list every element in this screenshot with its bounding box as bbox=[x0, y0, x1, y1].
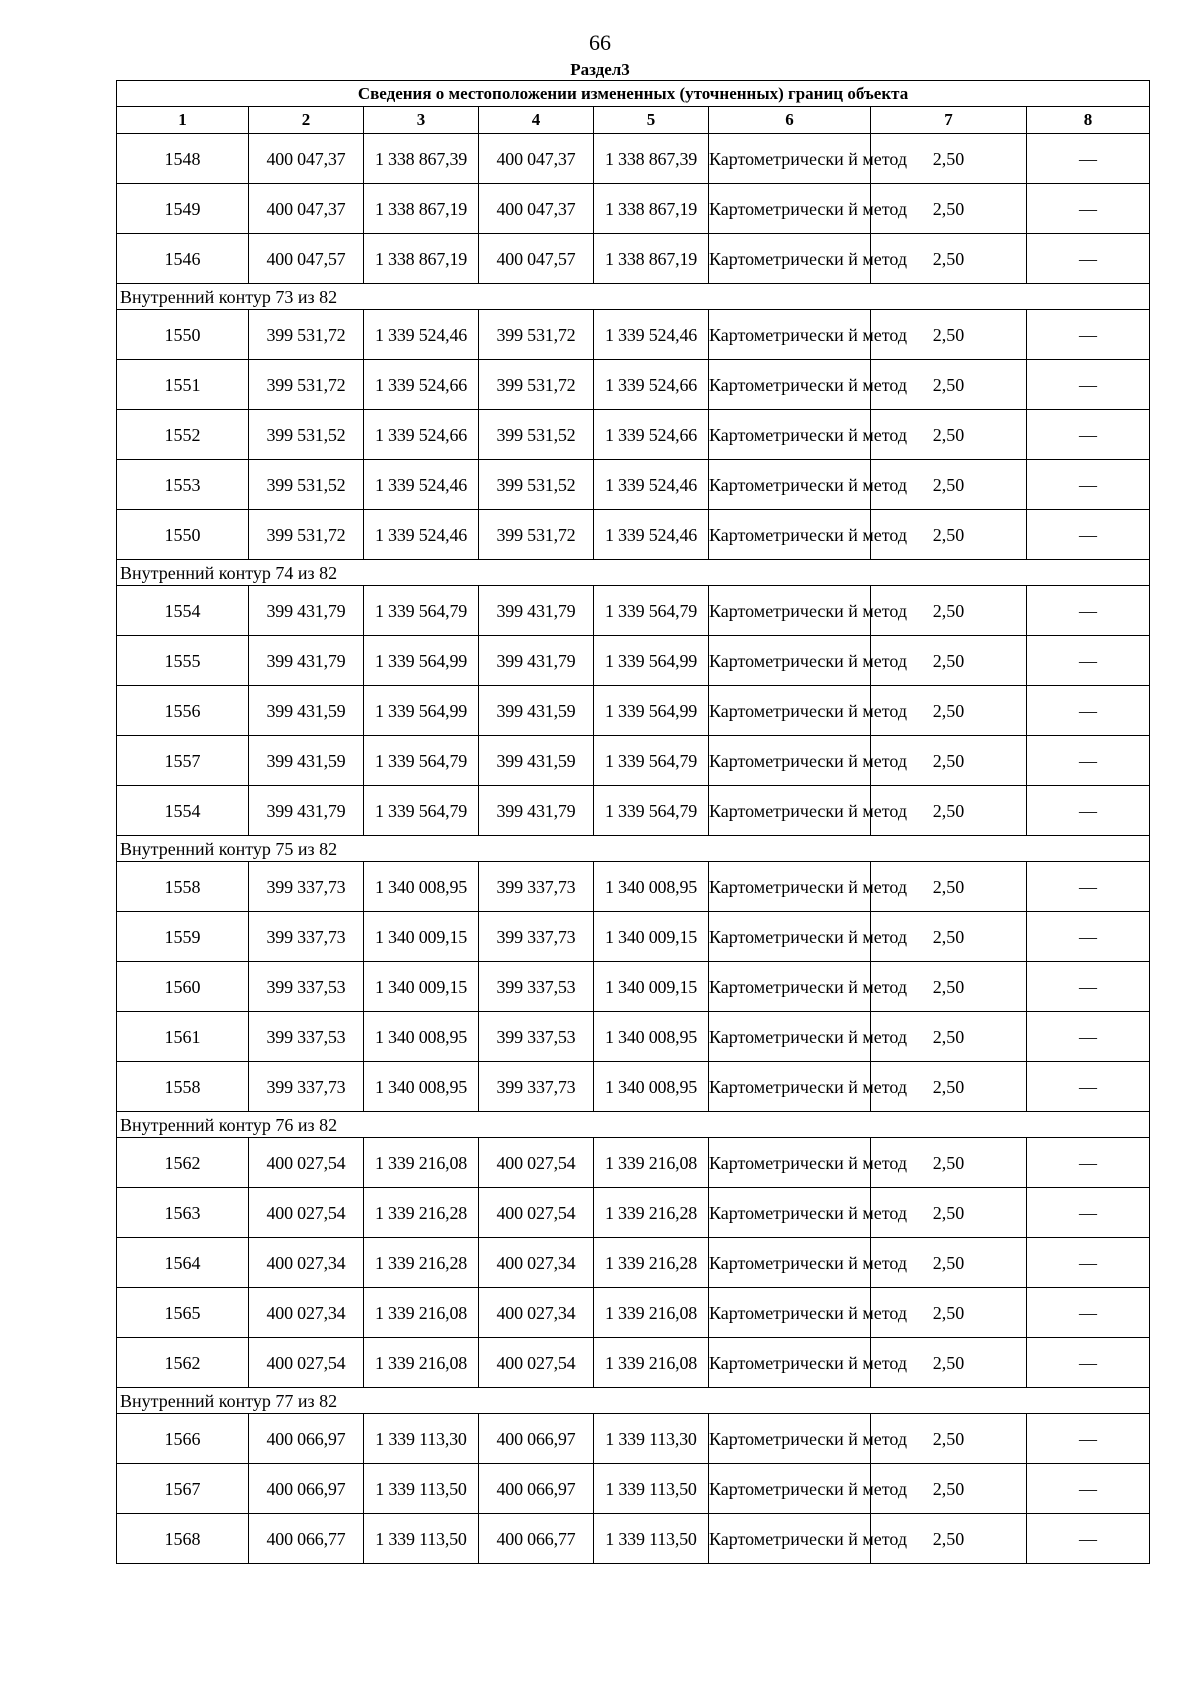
point-number-cell: 1550 bbox=[117, 510, 249, 560]
table-row bbox=[117, 460, 1150, 510]
column-number-row bbox=[117, 107, 1150, 134]
accuracy-cell: 2,50 bbox=[871, 862, 1027, 912]
y-old-cell: 1 340 009,15 bbox=[364, 912, 479, 962]
y-old-cell: 1 339 216,08 bbox=[364, 1138, 479, 1188]
accuracy-cell: 2,50 bbox=[871, 1514, 1027, 1564]
accuracy-cell: 2,50 bbox=[871, 686, 1027, 736]
x-new-cell: 400 047,37 bbox=[479, 184, 594, 234]
method-cell: Картометрически й метод bbox=[709, 460, 871, 510]
contour-label: Внутренний контур 73 из 82 bbox=[117, 284, 1150, 310]
description-cell: — bbox=[1027, 686, 1150, 736]
y-new-cell: 1 339 216,28 bbox=[594, 1238, 709, 1288]
contour-label: Внутренний контур 74 из 82 bbox=[117, 560, 1150, 586]
x-old-cell: 399 337,73 bbox=[249, 862, 364, 912]
x-new-cell: 400 047,57 bbox=[479, 234, 594, 284]
column-number: 5 bbox=[594, 107, 709, 134]
description-cell: — bbox=[1027, 1414, 1150, 1464]
x-new-cell: 400 027,54 bbox=[479, 1138, 594, 1188]
point-number-cell: 1558 bbox=[117, 1062, 249, 1112]
y-new-cell: 1 338 867,19 bbox=[594, 184, 709, 234]
y-new-cell: 1 339 564,79 bbox=[594, 736, 709, 786]
x-new-cell: 399 337,73 bbox=[479, 1062, 594, 1112]
contour-label: Внутренний контур 76 из 82 bbox=[117, 1112, 1150, 1138]
y-new-cell: 1 339 524,46 bbox=[594, 460, 709, 510]
point-number-cell: 1546 bbox=[117, 234, 249, 284]
method-cell: Картометрически й метод bbox=[709, 636, 871, 686]
y-old-cell: 1 339 524,46 bbox=[364, 460, 479, 510]
contour-label: Внутренний контур 77 из 82 bbox=[117, 1388, 1150, 1414]
y-old-cell: 1 339 524,66 bbox=[364, 360, 479, 410]
description-cell: — bbox=[1027, 1338, 1150, 1388]
method-cell: Картометрически й метод bbox=[709, 360, 871, 410]
accuracy-cell: 2,50 bbox=[871, 510, 1027, 560]
x-old-cell: 399 431,79 bbox=[249, 586, 364, 636]
table-row bbox=[117, 510, 1150, 560]
column-number: 6 bbox=[709, 107, 871, 134]
description-cell: — bbox=[1027, 1012, 1150, 1062]
x-old-cell: 399 431,79 bbox=[249, 786, 364, 836]
description-cell: — bbox=[1027, 1514, 1150, 1564]
point-number-cell: 1553 bbox=[117, 460, 249, 510]
table-row bbox=[117, 1464, 1150, 1514]
y-new-cell: 1 339 524,46 bbox=[594, 510, 709, 560]
accuracy-cell: 2,50 bbox=[871, 360, 1027, 410]
description-cell: — bbox=[1027, 1062, 1150, 1112]
accuracy-cell: 2,50 bbox=[871, 1138, 1027, 1188]
accuracy-cell: 2,50 bbox=[871, 962, 1027, 1012]
y-new-cell: 1 339 564,99 bbox=[594, 686, 709, 736]
point-number-cell: 1548 bbox=[117, 134, 249, 184]
x-old-cell: 400 027,54 bbox=[249, 1188, 364, 1238]
method-cell: Картометрически й метод bbox=[709, 736, 871, 786]
point-number-cell: 1558 bbox=[117, 862, 249, 912]
x-new-cell: 399 431,79 bbox=[479, 586, 594, 636]
point-number-cell: 1552 bbox=[117, 410, 249, 460]
point-number-cell: 1556 bbox=[117, 686, 249, 736]
description-cell: — bbox=[1027, 862, 1150, 912]
y-new-cell: 1 340 009,15 bbox=[594, 962, 709, 1012]
x-old-cell: 399 531,72 bbox=[249, 360, 364, 410]
x-new-cell: 399 531,72 bbox=[479, 360, 594, 410]
x-old-cell: 399 431,59 bbox=[249, 686, 364, 736]
x-old-cell: 399 531,72 bbox=[249, 510, 364, 560]
x-old-cell: 400 066,97 bbox=[249, 1414, 364, 1464]
y-new-cell: 1 340 009,15 bbox=[594, 912, 709, 962]
y-old-cell: 1 339 113,50 bbox=[364, 1464, 479, 1514]
table-row bbox=[117, 360, 1150, 410]
x-old-cell: 399 337,53 bbox=[249, 1012, 364, 1062]
table-row bbox=[117, 686, 1150, 736]
table-row bbox=[117, 234, 1150, 284]
accuracy-cell: 2,50 bbox=[871, 1238, 1027, 1288]
x-new-cell: 399 531,72 bbox=[479, 510, 594, 560]
y-new-cell: 1 339 113,30 bbox=[594, 1414, 709, 1464]
contour-header-row bbox=[117, 1112, 1150, 1138]
x-new-cell: 399 337,53 bbox=[479, 1012, 594, 1062]
x-new-cell: 399 431,79 bbox=[479, 786, 594, 836]
y-old-cell: 1 339 564,79 bbox=[364, 786, 479, 836]
method-cell: Картометрически й метод bbox=[709, 234, 871, 284]
method-cell: Картометрически й метод bbox=[709, 1464, 871, 1514]
description-cell: — bbox=[1027, 460, 1150, 510]
y-new-cell: 1 339 216,08 bbox=[594, 1338, 709, 1388]
point-number-cell: 1567 bbox=[117, 1464, 249, 1514]
x-new-cell: 400 027,34 bbox=[479, 1238, 594, 1288]
contour-header-row bbox=[117, 560, 1150, 586]
description-cell: — bbox=[1027, 184, 1150, 234]
description-cell: — bbox=[1027, 234, 1150, 284]
method-cell: Картометрически й метод bbox=[709, 184, 871, 234]
column-number: 1 bbox=[117, 107, 249, 134]
point-number-cell: 1557 bbox=[117, 736, 249, 786]
point-number-cell: 1554 bbox=[117, 786, 249, 836]
accuracy-cell: 2,50 bbox=[871, 184, 1027, 234]
x-old-cell: 400 047,57 bbox=[249, 234, 364, 284]
x-old-cell: 400 027,54 bbox=[249, 1338, 364, 1388]
y-old-cell: 1 339 564,99 bbox=[364, 686, 479, 736]
y-old-cell: 1 340 009,15 bbox=[364, 962, 479, 1012]
point-number-cell: 1562 bbox=[117, 1338, 249, 1388]
accuracy-cell: 2,50 bbox=[871, 1414, 1027, 1464]
x-new-cell: 399 531,72 bbox=[479, 310, 594, 360]
x-new-cell: 399 337,53 bbox=[479, 962, 594, 1012]
description-cell: — bbox=[1027, 636, 1150, 686]
method-cell: Картометрически й метод bbox=[709, 862, 871, 912]
description-cell: — bbox=[1027, 360, 1150, 410]
method-cell: Картометрически й метод bbox=[709, 410, 871, 460]
method-cell: Картометрически й метод bbox=[709, 1514, 871, 1564]
x-old-cell: 399 337,73 bbox=[249, 1062, 364, 1112]
boundary-table bbox=[116, 80, 1150, 1564]
x-old-cell: 400 066,97 bbox=[249, 1464, 364, 1514]
y-new-cell: 1 339 524,66 bbox=[594, 410, 709, 460]
description-cell: — bbox=[1027, 1464, 1150, 1514]
x-old-cell: 400 027,34 bbox=[249, 1288, 364, 1338]
table-row bbox=[117, 912, 1150, 962]
table-row bbox=[117, 184, 1150, 234]
table-row bbox=[117, 1514, 1150, 1564]
y-old-cell: 1 340 008,95 bbox=[364, 862, 479, 912]
x-new-cell: 400 066,77 bbox=[479, 1514, 594, 1564]
x-old-cell: 400 047,37 bbox=[249, 184, 364, 234]
x-new-cell: 400 066,97 bbox=[479, 1414, 594, 1464]
table-row bbox=[117, 1188, 1150, 1238]
x-old-cell: 399 431,79 bbox=[249, 636, 364, 686]
method-cell: Картометрически й метод bbox=[709, 586, 871, 636]
table-row bbox=[117, 410, 1150, 460]
table-row bbox=[117, 586, 1150, 636]
column-number: 8 bbox=[1027, 107, 1150, 134]
method-cell: Картометрически й метод bbox=[709, 310, 871, 360]
y-new-cell: 1 340 008,95 bbox=[594, 1062, 709, 1112]
x-new-cell: 399 431,59 bbox=[479, 736, 594, 786]
method-cell: Картометрически й метод bbox=[709, 1138, 871, 1188]
x-old-cell: 399 337,53 bbox=[249, 962, 364, 1012]
description-cell: — bbox=[1027, 1238, 1150, 1288]
accuracy-cell: 2,50 bbox=[871, 1338, 1027, 1388]
contour-header-row bbox=[117, 1388, 1150, 1414]
table-row bbox=[117, 862, 1150, 912]
x-old-cell: 399 531,52 bbox=[249, 410, 364, 460]
table-caption-row bbox=[117, 81, 1150, 107]
contour-header-row bbox=[117, 836, 1150, 862]
accuracy-cell: 2,50 bbox=[871, 1288, 1027, 1338]
y-new-cell: 1 340 008,95 bbox=[594, 1012, 709, 1062]
point-number-cell: 1568 bbox=[117, 1514, 249, 1564]
point-number-cell: 1566 bbox=[117, 1414, 249, 1464]
x-old-cell: 399 431,59 bbox=[249, 736, 364, 786]
table-row bbox=[117, 1338, 1150, 1388]
method-cell: Картометрически й метод bbox=[709, 1012, 871, 1062]
method-cell: Картометрически й метод bbox=[709, 962, 871, 1012]
page-number: 66 bbox=[589, 30, 611, 55]
x-new-cell: 399 431,79 bbox=[479, 636, 594, 686]
contour-label: Внутренний контур 75 из 82 bbox=[117, 836, 1150, 862]
accuracy-cell: 2,50 bbox=[871, 1464, 1027, 1514]
y-old-cell: 1 339 524,66 bbox=[364, 410, 479, 460]
y-new-cell: 1 338 867,19 bbox=[594, 234, 709, 284]
method-cell: Картометрически й метод bbox=[709, 1238, 871, 1288]
x-new-cell: 399 531,52 bbox=[479, 460, 594, 510]
accuracy-cell: 2,50 bbox=[871, 586, 1027, 636]
accuracy-cell: 2,50 bbox=[871, 134, 1027, 184]
y-old-cell: 1 340 008,95 bbox=[364, 1012, 479, 1062]
point-number-cell: 1560 bbox=[117, 962, 249, 1012]
y-new-cell: 1 339 524,66 bbox=[594, 360, 709, 410]
y-old-cell: 1 339 564,99 bbox=[364, 636, 479, 686]
method-cell: Картометрически й метод bbox=[709, 134, 871, 184]
column-number: 4 bbox=[479, 107, 594, 134]
y-new-cell: 1 339 216,08 bbox=[594, 1288, 709, 1338]
x-new-cell: 399 531,52 bbox=[479, 410, 594, 460]
point-number-cell: 1565 bbox=[117, 1288, 249, 1338]
y-old-cell: 1 339 564,79 bbox=[364, 586, 479, 636]
y-new-cell: 1 339 113,50 bbox=[594, 1464, 709, 1514]
description-cell: — bbox=[1027, 1188, 1150, 1238]
method-cell: Картометрически й метод bbox=[709, 1188, 871, 1238]
accuracy-cell: 2,50 bbox=[871, 636, 1027, 686]
method-cell: Картометрически й метод bbox=[709, 1338, 871, 1388]
x-new-cell: 399 431,59 bbox=[479, 686, 594, 736]
y-new-cell: 1 339 564,99 bbox=[594, 636, 709, 686]
accuracy-cell: 2,50 bbox=[871, 460, 1027, 510]
y-old-cell: 1 339 113,50 bbox=[364, 1514, 479, 1564]
description-cell: — bbox=[1027, 736, 1150, 786]
y-old-cell: 1 339 216,28 bbox=[364, 1238, 479, 1288]
description-cell: — bbox=[1027, 586, 1150, 636]
point-number-cell: 1564 bbox=[117, 1238, 249, 1288]
x-new-cell: 400 027,54 bbox=[479, 1338, 594, 1388]
table-row bbox=[117, 786, 1150, 836]
table-row bbox=[117, 1238, 1150, 1288]
point-number-cell: 1559 bbox=[117, 912, 249, 962]
x-old-cell: 399 337,73 bbox=[249, 912, 364, 962]
x-new-cell: 400 027,54 bbox=[479, 1188, 594, 1238]
description-cell: — bbox=[1027, 1288, 1150, 1338]
point-number-cell: 1562 bbox=[117, 1138, 249, 1188]
y-old-cell: 1 339 216,08 bbox=[364, 1288, 479, 1338]
y-new-cell: 1 339 216,28 bbox=[594, 1188, 709, 1238]
table-caption: Сведения о местоположении измененных (уточненных) границ объекта bbox=[117, 81, 1150, 107]
method-cell: Картометрически й метод bbox=[709, 1062, 871, 1112]
method-cell: Картометрически й метод bbox=[709, 786, 871, 836]
point-number-cell: 1555 bbox=[117, 636, 249, 686]
description-cell: — bbox=[1027, 134, 1150, 184]
method-cell: Картометрически й метод bbox=[709, 510, 871, 560]
x-new-cell: 400 066,97 bbox=[479, 1464, 594, 1514]
x-new-cell: 399 337,73 bbox=[479, 912, 594, 962]
y-old-cell: 1 340 008,95 bbox=[364, 1062, 479, 1112]
y-new-cell: 1 339 524,46 bbox=[594, 310, 709, 360]
description-cell: — bbox=[1027, 786, 1150, 836]
accuracy-cell: 2,50 bbox=[871, 410, 1027, 460]
table-row bbox=[117, 636, 1150, 686]
column-number: 3 bbox=[364, 107, 479, 134]
method-cell: Картометрически й метод bbox=[709, 1414, 871, 1464]
section-title: Раздел3 bbox=[570, 60, 630, 79]
x-old-cell: 399 531,72 bbox=[249, 310, 364, 360]
table-row bbox=[117, 736, 1150, 786]
table-row bbox=[117, 1012, 1150, 1062]
point-number-cell: 1550 bbox=[117, 310, 249, 360]
accuracy-cell: 2,50 bbox=[871, 1012, 1027, 1062]
y-old-cell: 1 339 113,30 bbox=[364, 1414, 479, 1464]
accuracy-cell: 2,50 bbox=[871, 736, 1027, 786]
x-old-cell: 400 066,77 bbox=[249, 1514, 364, 1564]
x-new-cell: 399 337,73 bbox=[479, 862, 594, 912]
x-old-cell: 400 027,54 bbox=[249, 1138, 364, 1188]
description-cell: — bbox=[1027, 310, 1150, 360]
table-row bbox=[117, 1138, 1150, 1188]
table-row bbox=[117, 1062, 1150, 1112]
method-cell: Картометрически й метод bbox=[709, 912, 871, 962]
y-new-cell: 1 338 867,39 bbox=[594, 134, 709, 184]
y-new-cell: 1 339 564,79 bbox=[594, 586, 709, 636]
point-number-cell: 1554 bbox=[117, 586, 249, 636]
description-cell: — bbox=[1027, 410, 1150, 460]
y-old-cell: 1 339 564,79 bbox=[364, 736, 479, 786]
x-new-cell: 400 027,34 bbox=[479, 1288, 594, 1338]
x-old-cell: 400 047,37 bbox=[249, 134, 364, 184]
table-row bbox=[117, 962, 1150, 1012]
y-old-cell: 1 338 867,39 bbox=[364, 134, 479, 184]
table-row bbox=[117, 1288, 1150, 1338]
table-row bbox=[117, 310, 1150, 360]
accuracy-cell: 2,50 bbox=[871, 1062, 1027, 1112]
point-number-cell: 1549 bbox=[117, 184, 249, 234]
y-old-cell: 1 339 216,08 bbox=[364, 1338, 479, 1388]
point-number-cell: 1551 bbox=[117, 360, 249, 410]
column-number: 7 bbox=[871, 107, 1027, 134]
point-number-cell: 1561 bbox=[117, 1012, 249, 1062]
contour-header-row bbox=[117, 284, 1150, 310]
point-number-cell: 1563 bbox=[117, 1188, 249, 1238]
table-row bbox=[117, 1414, 1150, 1464]
accuracy-cell: 2,50 bbox=[871, 234, 1027, 284]
y-new-cell: 1 339 216,08 bbox=[594, 1138, 709, 1188]
method-cell: Картометрически й метод bbox=[709, 1288, 871, 1338]
description-cell: — bbox=[1027, 962, 1150, 1012]
y-old-cell: 1 338 867,19 bbox=[364, 234, 479, 284]
method-cell: Картометрически й метод bbox=[709, 686, 871, 736]
column-number: 2 bbox=[249, 107, 364, 134]
y-old-cell: 1 339 216,28 bbox=[364, 1188, 479, 1238]
accuracy-cell: 2,50 bbox=[871, 912, 1027, 962]
y-old-cell: 1 339 524,46 bbox=[364, 310, 479, 360]
accuracy-cell: 2,50 bbox=[871, 786, 1027, 836]
accuracy-cell: 2,50 bbox=[871, 310, 1027, 360]
table-row bbox=[117, 134, 1150, 184]
y-new-cell: 1 339 113,50 bbox=[594, 1514, 709, 1564]
y-new-cell: 1 339 564,79 bbox=[594, 786, 709, 836]
y-old-cell: 1 339 524,46 bbox=[364, 510, 479, 560]
accuracy-cell: 2,50 bbox=[871, 1188, 1027, 1238]
description-cell: — bbox=[1027, 1138, 1150, 1188]
x-new-cell: 400 047,37 bbox=[479, 134, 594, 184]
description-cell: — bbox=[1027, 912, 1150, 962]
y-old-cell: 1 338 867,19 bbox=[364, 184, 479, 234]
x-old-cell: 399 531,52 bbox=[249, 460, 364, 510]
description-cell: — bbox=[1027, 510, 1150, 560]
y-new-cell: 1 340 008,95 bbox=[594, 862, 709, 912]
x-old-cell: 400 027,34 bbox=[249, 1238, 364, 1288]
